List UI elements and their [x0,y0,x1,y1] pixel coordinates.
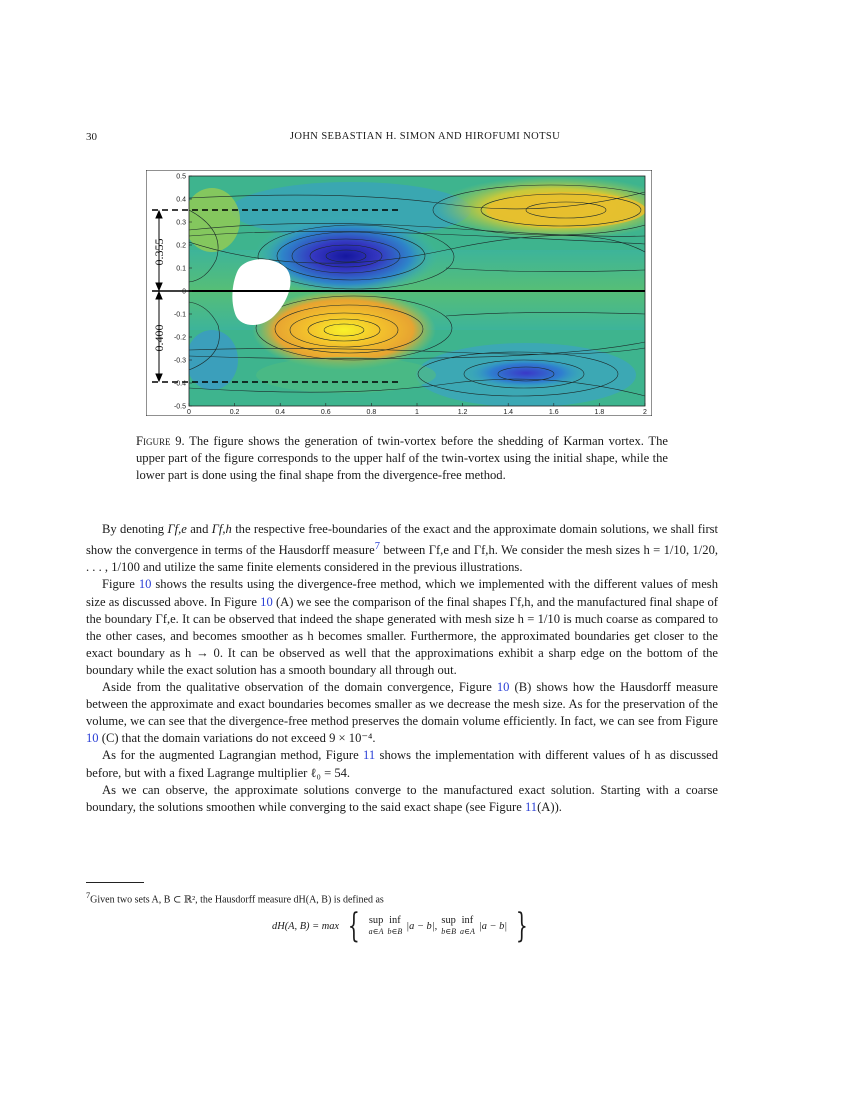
footnote-text: Given two sets A, B ⊂ ℝ², the Hausdorff measure dH(A, B) is defined as [90,894,384,906]
paragraph [86,747,718,781]
dimension-label-lower: 0.400 [152,324,166,352]
paragraph [86,576,718,679]
body-text [86,521,718,816]
inf-operator [387,915,402,937]
op-sub: b∈B [441,927,457,936]
text-run: By denoting [102,522,165,536]
formula-term: |a − b| [478,920,508,932]
footnote-rule [86,882,144,883]
x-tick-label: 1.4 [503,409,514,416]
text-run: the respective free-boundaries of the exact and the approximate domain solutions, we shall first show the convergence in terms of the Hausdorff measure [86,522,719,558]
y-tick-label: -0.5 [173,403,186,411]
footnote-reference[interactable]: 7 [374,541,380,553]
paragraph [86,679,718,747]
formula-term: |a − b|, [406,920,438,932]
left-brace: { [347,906,360,946]
dimension-label-upper: 0.355 [152,238,166,266]
x-tick-label: 1.8 [594,409,605,416]
footnote-mark: 7 [86,891,91,900]
x-tick-label: 0 [187,409,191,416]
text-run: Figure [102,577,135,592]
y-tick-label: 0.5 [176,173,186,181]
formula-lhs: dH(A, B) = max [272,920,340,932]
y-tick-label: 0.4 [176,196,186,204]
op-sub: b∈B [387,927,403,936]
figure-reference-link[interactable]: 10 [138,577,152,592]
page-number: 30 [86,131,97,143]
x-tick-label: 0.6 [320,409,331,416]
footnote [86,889,718,907]
op-text: sup [441,915,456,926]
y-tick-label: 0.2 [176,242,186,250]
running-title: JOHN SEBASTIAN H. SIMON AND HIROFUMI NOTSU [289,131,561,142]
x-tick-label: 1 [415,409,419,416]
contour-plot [146,170,652,416]
text-run: (A) we see the comparison of the final shapes Γf,h, and the manufactured final shape of the boundary Γf,e. It can be observed that indeed the shape generated with mesh size h = 1/10 is much coarse as compared to the other cases, and becomes smoother as h becomes smaller. Furthermore, the approximated boundaries get closer to the exact boundary as h → 0. It can be observed as well that the approximations exhibit a sharp edge on the bottom of the boundary while the exact solution has a smooth boundary all through out. [86,594,718,677]
text-run: Aside from the qualitative observation of the domain convergence, Figure [102,680,492,695]
figure-reference-link[interactable]: 10 [86,731,99,746]
figure-reference-link[interactable]: 11 [524,799,538,814]
text-run: As for the augmented Lagrangian method, Figure [102,748,359,763]
x-tick-label: 1.2 [457,409,468,416]
twin-vortex-figure [146,170,652,416]
y-tick-label: 0 [182,288,186,296]
text-run: (B) shows how the Hausdorff measure between the approximate and exact boundaries becomes smaller as we decrease the mesh size. As for the preservation of the volume, we can see that the divergence-free method preserves the domain volume efficiently. In fact, we can see from Figure [86,680,718,729]
figure-reference-link[interactable]: 11 [363,748,376,763]
text-run: shows the results using the divergence-free method, which we implemented with the different values of mesh size as discussed above. In Figure [86,577,719,609]
text-run: shows the implementation with different values of h as discussed before, but with a fixed Lagrange multiplier ℓ₀ = 54. [86,748,718,780]
y-tick-label: -0.3 [173,357,186,365]
y-tick-label: 0.3 [176,219,186,227]
figure-reference-link[interactable]: 10 [496,680,510,695]
caption-text: The figure shows the generation of twin-vortex before the shedding of Karman vortex. The upper part of the figure corresponds to the upper half of the twin-vortex using the initial shape, while the lower part is done using the final shape from the divergence-free method. [136,434,668,483]
hausdorff-formula [272,906,572,946]
figure-reference-link[interactable]: 10 [260,594,273,609]
op-sub: a∈A [368,927,384,936]
paragraph [86,782,718,816]
caption-label: Figure 9. [136,434,185,448]
text-run: (C) that the domain variations do not exceed 9 × 10⁻⁴. [101,731,376,746]
y-tick-label: -0.4 [173,380,186,388]
op-text: inf [389,915,401,926]
x-tick-label: 1.6 [548,409,559,416]
text-run: and [190,522,209,536]
paragraph [86,521,718,576]
figure-caption [136,433,668,485]
y-tick-label: 0.1 [176,265,186,273]
op-text: sup [368,915,384,926]
text-run: between Γf,e and Γf,h. We consider the mesh sizes h = 1/10, 1/20, . . . , 1/100 and utilize the same finite elements considered in the previous illustrations. [86,543,719,575]
x-tick-label: 0.2 [229,409,240,416]
right-brace: } [516,906,528,946]
inf-operator [460,915,475,937]
y-tick-label: -0.1 [173,311,186,319]
math-inline: Γf,h [211,522,232,536]
x-tick-label: 2 [643,409,647,416]
math-inline: Γf,e [167,522,187,536]
sup-operator [369,915,384,937]
x-tick-label: 0.8 [366,409,377,416]
op-sub: a∈A [460,927,475,936]
text-run: As we can observe, the approximate solutions converge to the manufactured exact solution. Starting with a coarse boundary, the solutions smoothen while converging to the said exact shape (see Figure [86,782,718,814]
text-run: (A)). [537,799,562,814]
op-text: inf [461,915,474,926]
y-tick-label: -0.2 [173,334,186,342]
sup-operator [441,915,456,937]
x-tick-label: 0.4 [275,409,286,416]
